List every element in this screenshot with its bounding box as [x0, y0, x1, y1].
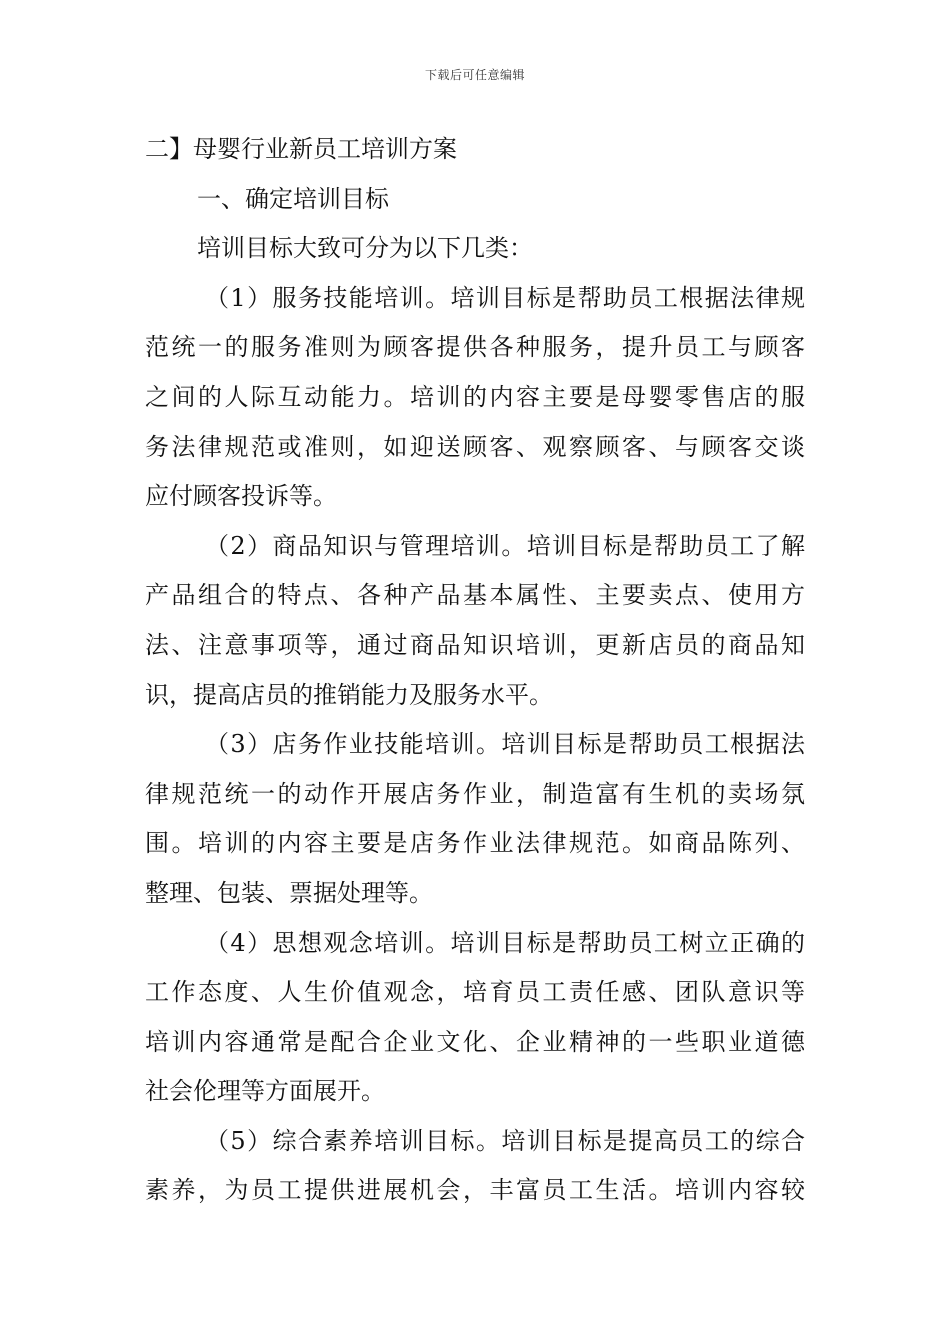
text-line: （4）思想观念培训。培训目标是帮助员工树立正确的 [205, 928, 805, 957]
document-body [145, 125, 805, 1216]
text-line: （5）综合素养培训目标。培训目标是提高员工的综合 [205, 1126, 805, 1155]
text-line: 范统一的服务准则为顾客提供各种服务，提升员工与顾客 [145, 333, 805, 362]
text-line: 法、注意事项等，通过商品知识培训，更新店员的商品知 [145, 630, 805, 659]
body-lines [145, 175, 805, 1216]
text-line: 社会伦理等方面展开。 [145, 1077, 385, 1106]
text-line: 应付顾客投诉等。 [145, 482, 337, 511]
text-line: 围。培训的内容主要是店务作业法律规范。如商品陈列、 [145, 829, 805, 858]
text-line: 一、确定培训目标 [197, 184, 389, 213]
text-line: 素养，为员工提供进展机会，丰富员工生活。培训内容较 [145, 1176, 805, 1205]
text-line: 务法律规范或准则，如迎送顾客、观察顾客、与顾客交谈 [145, 432, 805, 461]
text-line: （3）店务作业技能培训。培训目标是帮助员工根据法 [205, 730, 805, 759]
text-line: 培训目标大致可分为以下几类： [197, 234, 533, 263]
text-line: 律规范统一的动作开展店务作业，制造富有生机的卖场氛 [145, 779, 805, 808]
text-line: （1）服务技能培训。培训目标是帮助员工根据法律规 [205, 283, 805, 312]
text-line: 之间的人际互动能力。培训的内容主要是母婴零售店的服 [145, 382, 805, 411]
header-note: 下载后可任意编辑 [424, 68, 525, 82]
text-line: 产品组合的特点、各种产品基本属性、主要卖点、使用方 [145, 581, 805, 610]
document-title: 二】母婴行业新员工培训方案 [145, 135, 457, 163]
text-line: 培训内容通常是配合企业文化、企业精神的一些职业道德 [145, 1027, 805, 1056]
text-line: 工作态度、人生价值观念，培育员工责任感、团队意识等 [145, 978, 805, 1007]
text-line: 整理、包装、票据处理等。 [145, 878, 433, 907]
text-line: 识，提高店员的推销能力及服务水平。 [145, 680, 553, 709]
text-line: （2）商品知识与管理培训。培训目标是帮助员工了解 [205, 531, 805, 560]
